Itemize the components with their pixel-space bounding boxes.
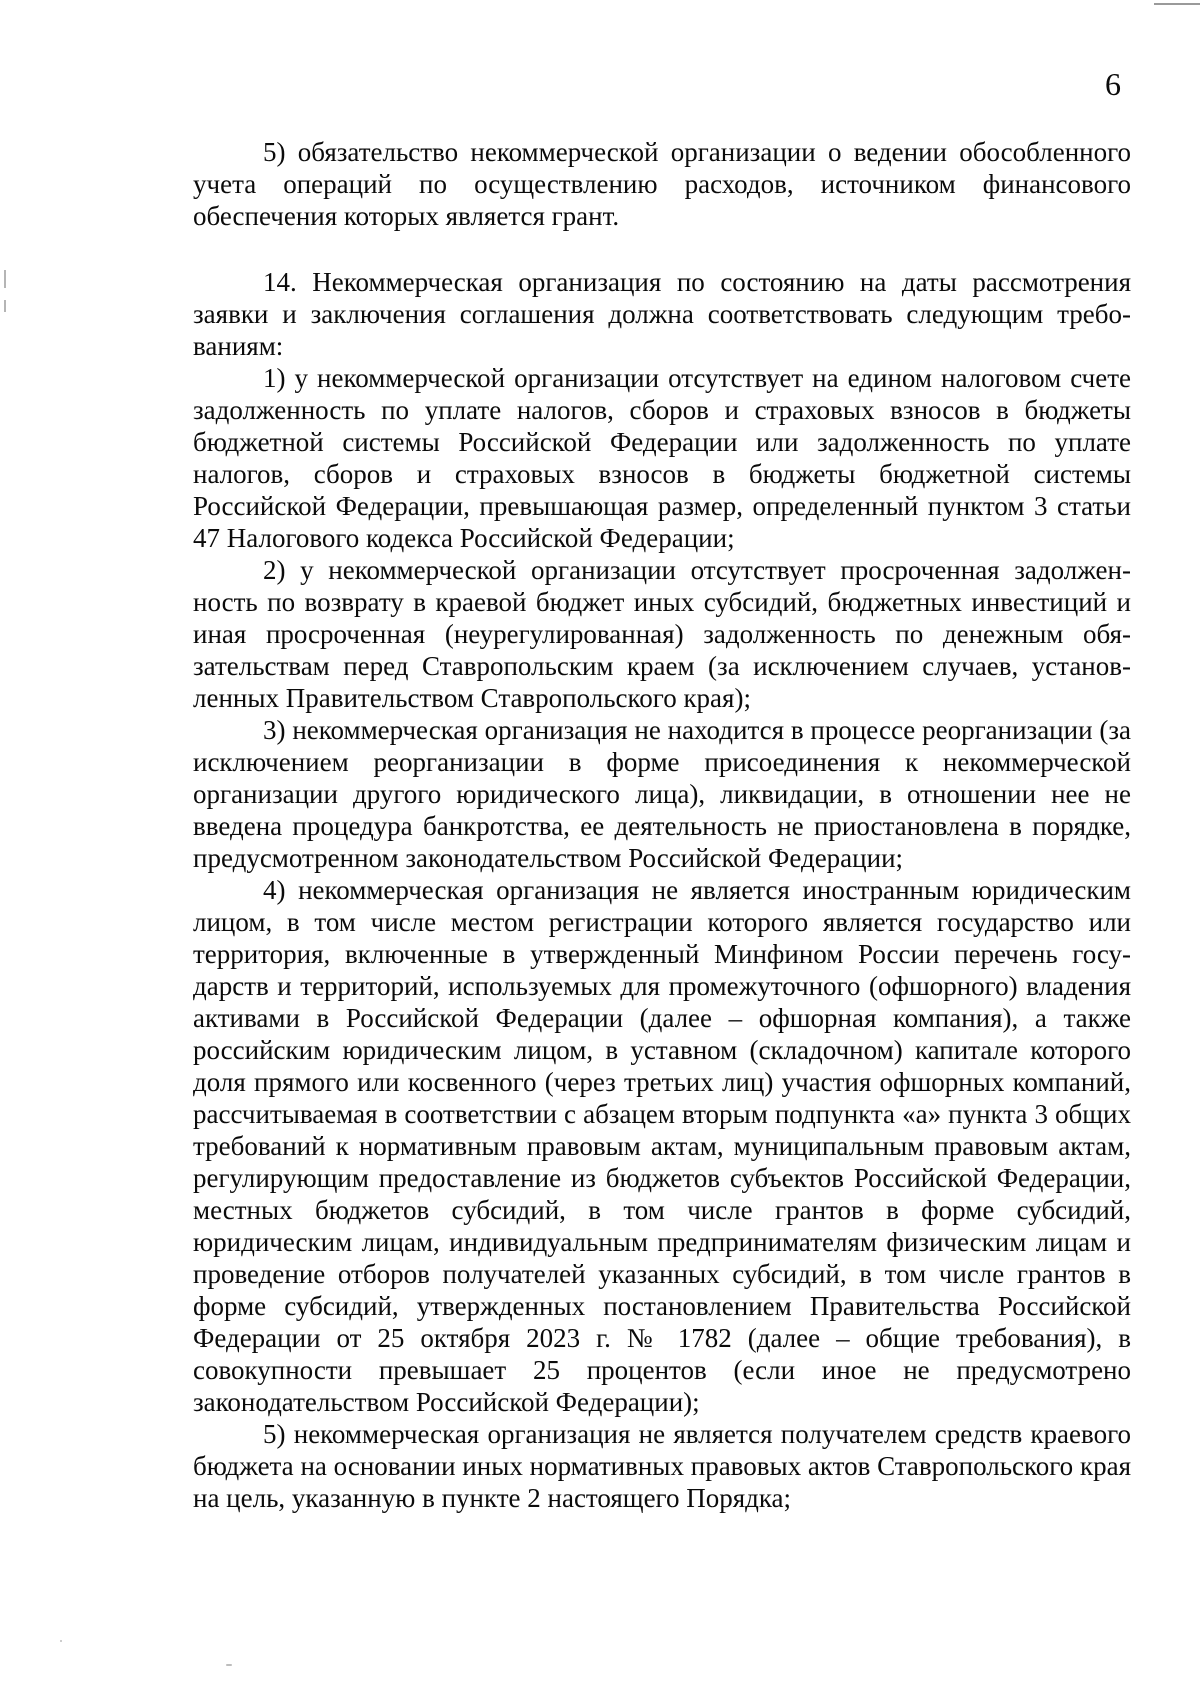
paragraph-item-5-obligation: 5) обязательство некоммерческой организации о ведении обособленного учета операций по осуществлению расходов, источником финансового обеспечения которых является грант.: [193, 137, 1131, 231]
scan-edge-mark: [1154, 3, 1200, 5]
scan-margin-mark: [4, 270, 6, 288]
page-number: 6: [1105, 66, 1121, 102]
paragraph-requirement-3: 3) некоммерческая организация не находится в процессе реорганизации (за исключением реорганизации в форме присоединения к некоммерческой организации другого юридического лица), ликвидации, в отношении нее не введена процедура банкротства, ее деятельность не приостановлена в порядке, предусмотренном законодательством Российской Федерации;: [193, 715, 1131, 873]
scan-speck: [226, 1664, 232, 1666]
document-body: [193, 136, 1131, 1514]
paragraph-requirement-5: 5) некоммерческая организация не является получателем средств краевого бюджета на основании иных нормативных правовых актов Ставропольского края на цель, указанную в пункте 2 настоящего Порядка;: [193, 1419, 1131, 1513]
paragraph-section-14: 14. Некоммерческая организация по состоянию на даты рассмотрения заявки и заключения соглашения должна соответствовать следующим требованиям:: [193, 267, 1131, 361]
scan-speck: [60, 1640, 62, 1642]
paragraph-requirement-2: 2) у некоммерческой организации отсутствует просроченная задолженность по возврату в краевой бюджет иных субсидий, бюджетных инвестиций и иная просроченная (неурегулированная) задолженность по денежным обязательствам перед Ставропольским краем (за исключением случаев, установленных Правительством Ставропольского края);: [193, 555, 1131, 713]
paragraph-requirement-1: 1) у некоммерческой организации отсутствует на едином налоговом счете задолженность по уплате налогов, сборов и страховых взносов в бюджеты бюджетной системы Российской Федерации или задолженность по уплате налогов, сборов и страховых взносов в бюджеты бюджетной системы Российской Федерации, превышающая размер, определенный пунктом 3 статьи 47 Налогового кодекса Российской Федерации;: [193, 363, 1131, 553]
paragraph-requirement-4: 4) некоммерческая организация не является иностранным юридическим лицом, в том числе местом регистрации которого является государство или территория, включенные в утвержденный Минфином России перечень государств и территорий, используемых для промежуточного (офшорного) владения активами в Российской Федерации (далее – офшорная компания), а также российским юридическим лицом, в уставном (складочном) капитале которого доля прямого или косвенного (через третьих лиц) участия офшорных компаний, рассчитываемая в соответствии с абзацем вторым подпункта «а» пункта 3 общих требований к нормативным правовым актам, муниципальным правовым актам, регулирующим предоставление из бюджетов субъектов Российской Федерации, местных бюджетов субсидий, в том числе грантов в форме субсидий, юридическим лицам, индивидуальным предпринимателям физическим лицам и проведение отборов получателей указанных субсидий, в том числе грантов в форме субсидий, утвержденных постановлением Правительства Российской Федерации от 25 октября 2023 г. № 1782 (далее – общие требования), в совокупности превышает 25 процентов (если иное не предусмотрено законодательством Российской Федерации);: [193, 875, 1131, 1417]
scan-margin-mark: [4, 300, 6, 312]
